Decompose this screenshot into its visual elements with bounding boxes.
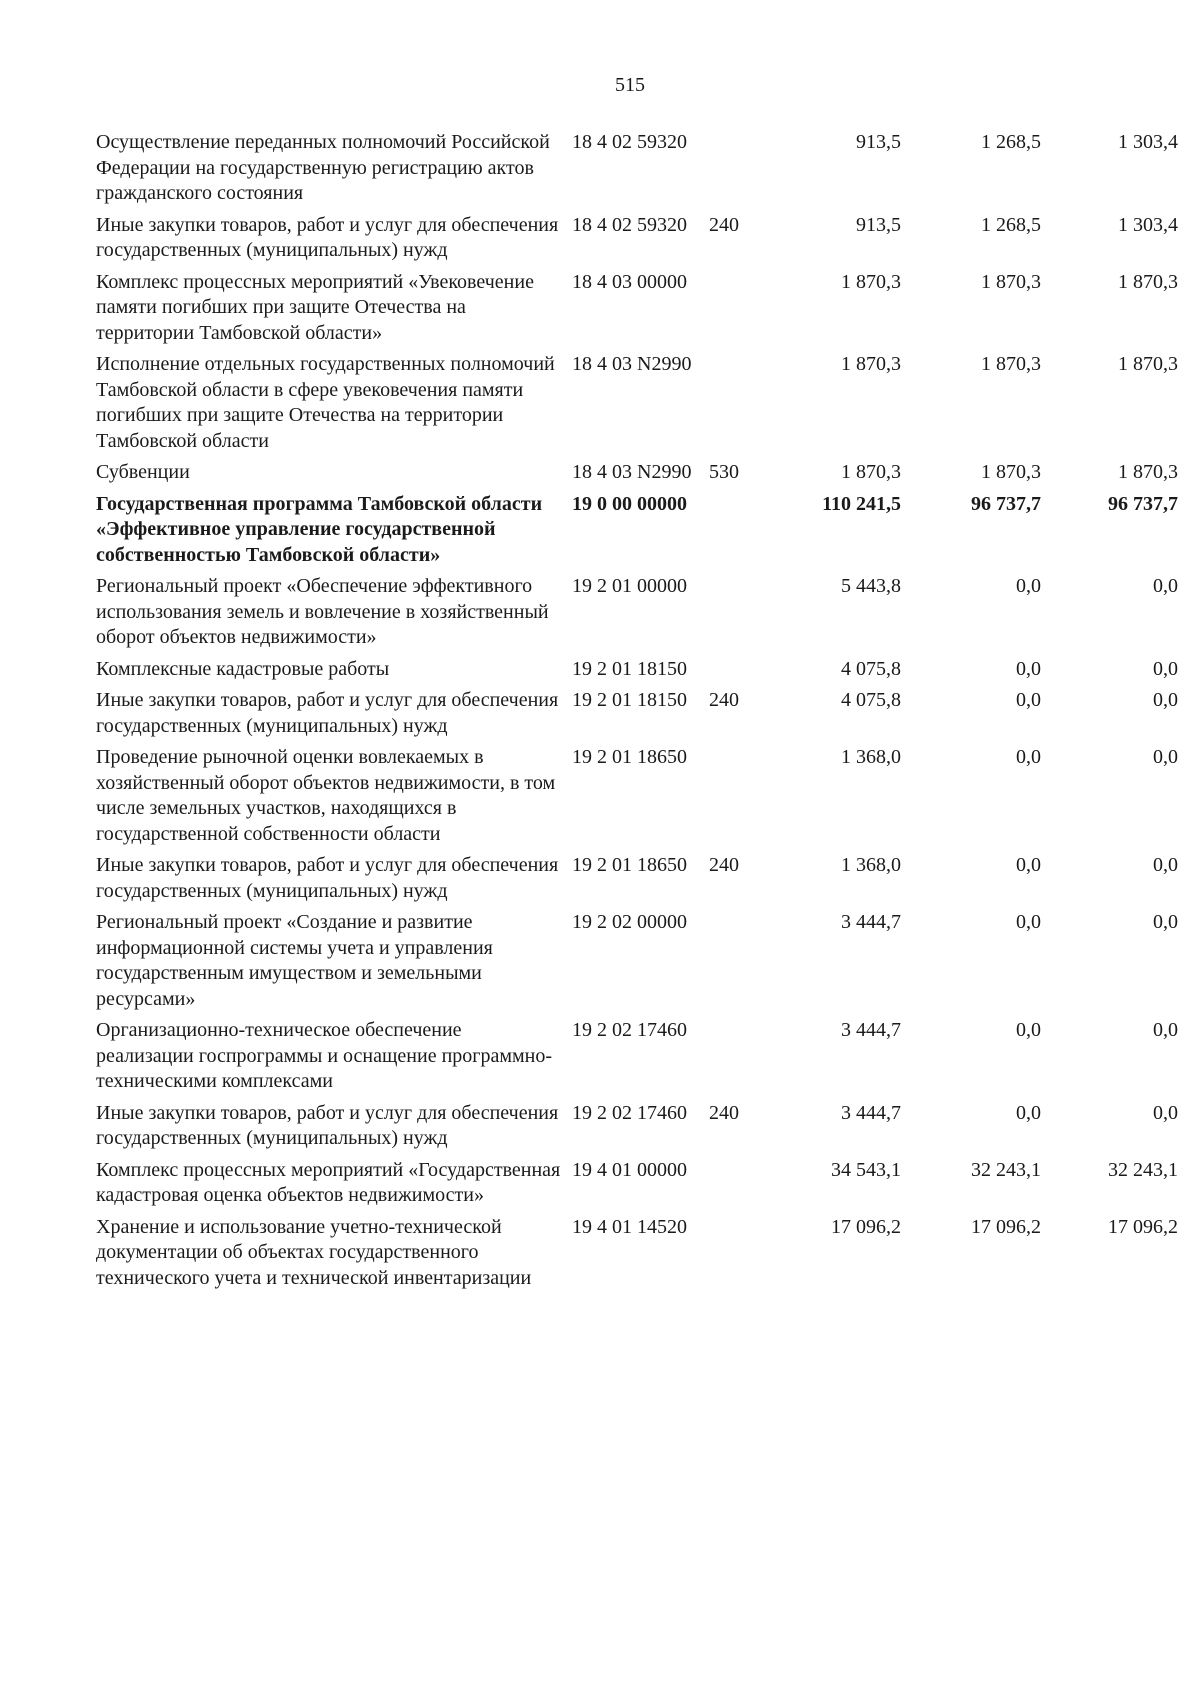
row-code: 18 4 02 59320: [572, 213, 687, 236]
table-row: [96, 745, 1178, 853]
row-value-3: 0,0: [1153, 657, 1178, 680]
row-type: 240: [709, 689, 739, 711]
row-value-3: 0,0: [1153, 1019, 1178, 1041]
row-value-2: 0,0: [1016, 575, 1041, 597]
row-code: 19 4 01 00000: [572, 1158, 687, 1181]
row-value-2: 32 243,1: [971, 1158, 1041, 1181]
row-code: 18 4 03 N2990: [572, 461, 692, 483]
row-name: Субвенции: [96, 461, 190, 483]
row-code: 19 2 01 00000: [572, 575, 687, 597]
row-value-3: 1 303,4: [1118, 131, 1178, 153]
budget-table-body: [96, 130, 1178, 1297]
table-row: [96, 1018, 1178, 1101]
table-row: [96, 1215, 1178, 1298]
row-code: 18 4 03 N2990: [572, 353, 692, 375]
row-code: 19 2 01 18650: [572, 854, 687, 876]
row-value-2: 1 268,5: [981, 213, 1041, 236]
row-code: 19 2 01 18150: [572, 657, 687, 680]
table-row: [96, 460, 1178, 492]
budget-table: [96, 130, 1178, 1297]
row-code: 19 2 02 17460: [572, 1101, 687, 1124]
row-name: Осуществление переданных полномочий Российской Федерации на государственную регистрацию актов гражданского состояния: [96, 131, 550, 204]
row-type: [709, 657, 759, 689]
row-type: [709, 1215, 759, 1298]
table-row: [96, 352, 1178, 460]
row-name: Организационно-техническое обеспечение реализации госпрограммы и оснащение программно-техническими комплексами: [96, 1019, 553, 1092]
row-value-1: 913,5: [856, 131, 901, 153]
row-value-2: 0,0: [1016, 854, 1041, 876]
row-value-3: 1 870,3: [1118, 353, 1178, 375]
row-value-2: 0,0: [1016, 1101, 1041, 1124]
row-type: [709, 1158, 759, 1215]
row-type: [709, 745, 759, 853]
row-code: 18 4 03 00000: [572, 270, 687, 293]
row-type: 240: [709, 854, 739, 876]
row-value-1: 913,5: [856, 213, 901, 236]
row-name: Государственная программа Тамбовской области «Эффективное управление государственной собственностью Тамбовской области»: [96, 492, 543, 566]
row-code: 19 4 01 14520: [572, 1215, 687, 1238]
table-row: [96, 910, 1178, 1018]
row-value-1: 110 241,5: [822, 492, 901, 515]
row-value-1: 1 368,0: [841, 854, 901, 876]
table-row: [96, 657, 1178, 689]
table-row: [96, 1158, 1178, 1215]
row-name: Региональный проект «Создание и развитие информационной системы учета и управления государственным имуществом и земельными ресурсами»: [96, 911, 493, 1010]
row-code: 19 2 01 18650: [572, 746, 687, 768]
table-row-program: [96, 492, 1178, 575]
row-value-2: 1 870,3: [981, 353, 1041, 375]
row-name: Иные закупки товаров, работ и услуг для обеспечения государственных (муниципальных) нужд: [96, 213, 559, 261]
row-value-2: 0,0: [1016, 911, 1041, 933]
row-value-3: 17 096,2: [1108, 1215, 1178, 1238]
row-value-3: 1 303,4: [1118, 213, 1178, 236]
table-row: [96, 853, 1178, 910]
row-value-2: 96 737,7: [971, 492, 1041, 515]
row-type: [709, 270, 759, 353]
row-type: [709, 574, 759, 657]
row-value-1: 17 096,2: [831, 1215, 901, 1238]
row-code: 19 2 02 17460: [572, 1019, 687, 1041]
row-name: Иные закупки товаров, работ и услуг для обеспечения государственных (муниципальных) нужд: [96, 854, 559, 902]
row-value-3: 1 870,3: [1118, 461, 1178, 483]
row-name: Исполнение отдельных государственных полномочий Тамбовской области в сфере увековечения памяти погибших при защите Отечества на территории Тамбовской области: [96, 353, 555, 452]
row-value-2: 0,0: [1016, 746, 1041, 768]
row-name: Региональный проект «Обеспечение эффективного использования земель и вовлечение в хозяйственный оборот объектов недвижимости»: [96, 575, 549, 648]
row-value-1: 1 368,0: [841, 746, 901, 768]
row-name: Проведение рыночной оценки вовлекаемых в хозяйственный оборот объектов недвижимости, в том числе земельных участков, находящихся в государственной собственности области: [96, 746, 556, 845]
row-type: 530: [709, 461, 739, 483]
row-value-1: 4 075,8: [841, 689, 901, 711]
row-code: 19 0 00 00000: [572, 492, 687, 515]
row-value-2: 0,0: [1016, 689, 1041, 711]
row-value-3: 0,0: [1153, 575, 1178, 597]
row-value-1: 1 870,3: [841, 270, 901, 293]
row-value-1: 5 443,8: [841, 575, 901, 597]
row-name: Иные закупки товаров, работ и услуг для обеспечения государственных (муниципальных) нужд: [96, 1101, 559, 1149]
table-row: [96, 270, 1178, 353]
row-value-2: 17 096,2: [971, 1215, 1041, 1238]
row-type: [709, 910, 759, 1018]
row-type: 240: [709, 1101, 739, 1124]
row-value-1: 3 444,7: [841, 911, 901, 933]
row-value-3: 0,0: [1153, 746, 1178, 768]
row-code: 19 2 01 18150: [572, 689, 687, 711]
row-value-1: 34 543,1: [831, 1158, 901, 1181]
row-value-3: 32 243,1: [1108, 1158, 1178, 1181]
row-code: 18 4 02 59320: [572, 131, 687, 153]
row-value-3: 96 737,7: [1108, 492, 1178, 515]
row-value-3: 0,0: [1153, 854, 1178, 876]
row-type: [709, 352, 759, 460]
row-type: [709, 492, 759, 575]
row-code: 19 2 02 00000: [572, 911, 687, 933]
row-type: 240: [709, 213, 739, 236]
row-value-3: 0,0: [1153, 911, 1178, 933]
row-value-2: 0,0: [1016, 657, 1041, 680]
row-value-3: 0,0: [1153, 689, 1178, 711]
row-name: Комплексные кадастровые работы: [96, 657, 390, 680]
row-value-3: 1 870,3: [1118, 270, 1178, 293]
table-row: [96, 574, 1178, 657]
row-value-2: 1 268,5: [981, 131, 1041, 153]
row-name: Хранение и использование учетно-технической документации об объектах государственного технического учета и технической инвентаризации: [96, 1215, 532, 1289]
row-type: [709, 130, 759, 213]
table-row: [96, 1101, 1178, 1158]
row-value-1: 1 870,3: [841, 461, 901, 483]
table-row: [96, 213, 1178, 270]
row-name: Комплекс процессных мероприятий «Государственная кадастровая оценка объектов недвижимости»: [96, 1158, 561, 1206]
row-name: Иные закупки товаров, работ и услуг для обеспечения государственных (муниципальных) нужд: [96, 689, 559, 737]
row-value-2: 1 870,3: [981, 461, 1041, 483]
row-value-2: 0,0: [1016, 1019, 1041, 1041]
row-name: Комплекс процессных мероприятий «Увековечение памяти погибших при защите Отечества на территории Тамбовской области»: [96, 270, 534, 344]
row-value-2: 1 870,3: [981, 270, 1041, 293]
page-number: 515: [615, 74, 645, 96]
table-row: [96, 130, 1178, 213]
row-value-1: 3 444,7: [841, 1019, 901, 1041]
row-value-3: 0,0: [1153, 1101, 1178, 1124]
row-value-1: 1 870,3: [841, 353, 901, 375]
row-type: [709, 1018, 759, 1101]
row-value-1: 4 075,8: [841, 657, 901, 680]
row-value-1: 3 444,7: [841, 1101, 901, 1124]
table-row: [96, 688, 1178, 745]
